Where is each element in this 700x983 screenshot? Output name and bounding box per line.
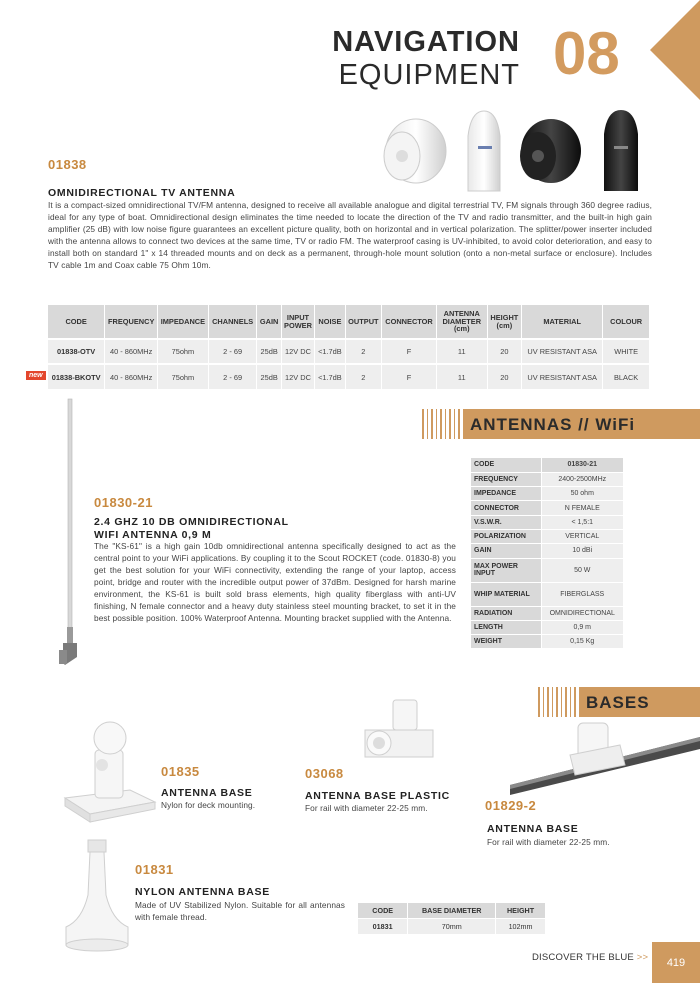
table-cell: 12V DC xyxy=(281,339,314,364)
spec-key: FREQUENCY xyxy=(471,472,541,486)
chapter-arrow-icon xyxy=(650,0,700,100)
table-row xyxy=(471,606,623,620)
new-badge: new xyxy=(26,371,46,380)
spec-value: VERTICAL xyxy=(541,529,623,543)
antenna-base-03068-image xyxy=(355,695,440,770)
table-cell: 11 xyxy=(436,364,487,389)
section-bar-stripes xyxy=(538,687,580,717)
table-cell: F xyxy=(382,339,437,364)
table-header-row xyxy=(358,903,546,919)
table-row xyxy=(471,487,623,501)
product-title: OMNIDIRECTIONAL TV ANTENNA xyxy=(48,187,236,199)
table-cell: 12V DC xyxy=(281,364,314,389)
tv-antenna-table xyxy=(48,305,650,389)
product-code: 01835 xyxy=(161,764,200,779)
spec-value: < 1,5:1 xyxy=(541,515,623,529)
table-row xyxy=(471,501,623,515)
table-row xyxy=(471,635,623,649)
table-cell: 102mm xyxy=(496,919,546,935)
table-header: FREQUENCY xyxy=(105,305,158,339)
spec-value: N FEMALE xyxy=(541,501,623,515)
table-row xyxy=(471,472,623,486)
antenna-base-01835-image xyxy=(60,710,160,830)
table-row xyxy=(471,558,623,582)
footer-arrows: >> xyxy=(636,952,649,963)
spec-key: CONNECTOR xyxy=(471,501,541,515)
table-header: MATERIAL xyxy=(522,305,603,339)
tv-antenna-photos xyxy=(376,106,651,196)
table-header: CONNECTOR xyxy=(382,305,437,339)
spec-key: RADIATION xyxy=(471,606,541,620)
table-header: CODE xyxy=(48,305,105,339)
spec-value: FIBERGLASS xyxy=(541,582,623,606)
spec-key: IMPEDANCE xyxy=(471,487,541,501)
product-description: For rail with diameter 22-25 mm. xyxy=(487,837,610,847)
table-cell: 25dB xyxy=(257,339,281,364)
product-title: ANTENNA BASE xyxy=(161,787,253,799)
section-bar-stripes xyxy=(422,409,464,439)
spec-key: V.S.W.R. xyxy=(471,515,541,529)
product-code: 01830-21 xyxy=(94,495,153,510)
product-title-line1: 2.4 GHZ 10 DB OMNIDIRECTIONAL xyxy=(94,516,289,528)
spec-value: 50 W xyxy=(541,558,623,582)
table-cell: 20 xyxy=(487,339,521,364)
nylon-antenna-base-image xyxy=(62,835,132,955)
header-title-line2: EQUIPMENT xyxy=(338,59,520,91)
spec-value: 0,9 m xyxy=(541,620,623,634)
product-description: Nylon for deck mounting. xyxy=(161,800,256,810)
spec-value: 0,15 Kg xyxy=(541,635,623,649)
table-cell: 01831 xyxy=(358,919,408,935)
table-cell: UV RESISTANT ASA xyxy=(522,364,603,389)
spec-key: MAX POWER INPUT xyxy=(471,558,541,582)
spec-value: 2400-2500MHz xyxy=(541,472,623,486)
table-cell: 20 xyxy=(487,364,521,389)
header-title-line1: NAVIGATION xyxy=(332,26,520,58)
table-row xyxy=(471,582,623,606)
page-number: 419 xyxy=(652,942,700,983)
table-header: CODE xyxy=(358,903,408,919)
table-cell: 2 - 69 xyxy=(208,364,257,389)
spec-key: WHIP MATERIAL xyxy=(471,582,541,606)
table-row xyxy=(471,529,623,543)
spec-value: OMNIDIRECTIONAL xyxy=(541,606,623,620)
table-cell: 01838-BKOTV xyxy=(48,364,105,389)
table-header: ANTENNA DIAMETER (cm) xyxy=(436,305,487,339)
spec-key: LENGTH xyxy=(471,620,541,634)
spec-value: 50 ohm xyxy=(541,487,623,501)
product-code: 03068 xyxy=(305,766,344,781)
page-header xyxy=(332,28,520,90)
table-header: OUTPUT xyxy=(345,305,382,339)
table-cell: 2 xyxy=(345,364,382,389)
product-title-line2: WIFI ANTENNA 0,9 M xyxy=(94,529,212,542)
product-description: Made of UV Stabilized Nylon. Suitable for all antennas with female thread. xyxy=(135,900,345,923)
section-title-wifi: ANTENNAS // WiFi xyxy=(470,415,636,434)
table-cell: F xyxy=(382,364,437,389)
footer-tagline-text: DISCOVER THE BLUE xyxy=(532,952,634,963)
table-header: IMPEDANCE xyxy=(158,305,209,339)
spec-value: 01830-21 xyxy=(541,458,623,472)
table-cell: 11 xyxy=(436,339,487,364)
section-title-bases: BASES xyxy=(586,693,650,712)
table-cell: 2 xyxy=(345,339,382,364)
product-title: ANTENNA BASE PLASTIC xyxy=(305,790,450,802)
table-cell: BLACK xyxy=(603,364,650,389)
product-code: 01838 xyxy=(48,157,87,172)
table-cell: 2 - 69 xyxy=(208,339,257,364)
table-cell: <1.7dB xyxy=(315,364,345,389)
table-header: INPUT POWER xyxy=(281,305,314,339)
table-header: GAIN xyxy=(257,305,281,339)
product-description: It is a compact-sized omnidirectional TV/FM antenna, designed to receive all available analogue and digital terrestrial TV, FM signals through 360 degree radius, ideal for any type of boat. Omnidirectional design eliminates the time needed to locate the direction of the TV and radio transmitter, and the built-in high gain amplifier (25 dB) with low noise figure guarantees an excellent picture quality, both on horizontal and in vertical polarization. The splitter/power inserter included with the antenna allows to connect two devices at the same time, TV or radio FM. The waterproof casing is UV-inhibited, to avoid color deterioration, and easy to install both on standard 1" x 14 threaded mounts and on deck as a permanent, through-hole mount solution (onto a non-metal surface or enclosure). Includes TV cable 1m and Coax cable 75 Ohm 10m. xyxy=(48,200,652,271)
table-header: COLOUR xyxy=(603,305,650,339)
table-header: HEIGHT xyxy=(496,903,546,919)
wifi-antenna-image xyxy=(55,395,85,670)
table-cell: 75ohm xyxy=(158,339,209,364)
footer-tagline xyxy=(532,952,648,963)
table-row xyxy=(358,919,546,935)
spec-value: 10 dBi xyxy=(541,544,623,558)
antenna-base-01829-image xyxy=(510,715,700,795)
spec-key: WEIGHT xyxy=(471,635,541,649)
table-cell: UV RESISTANT ASA xyxy=(522,339,603,364)
product-title xyxy=(94,516,289,542)
table-cell: 75ohm xyxy=(158,364,209,389)
table-header: NOISE xyxy=(315,305,345,339)
table-cell: 40 - 860MHz xyxy=(105,364,158,389)
product-code: 01831 xyxy=(135,862,174,877)
product-code: 01829-2 xyxy=(485,798,537,813)
table-cell: <1.7dB xyxy=(315,339,345,364)
table-row xyxy=(48,339,650,364)
table-row xyxy=(48,364,650,389)
spec-key: CODE xyxy=(471,458,541,472)
table-header: CHANNELS xyxy=(208,305,257,339)
table-row xyxy=(471,515,623,529)
table-row xyxy=(471,544,623,558)
table-cell: 40 - 860MHz xyxy=(105,339,158,364)
product-description: The "KS-61" is a high gain 10db omnidirectional antenna specifically designed to act as the central point to your WiFi applications. By coupling it to the Scout ROCKET (code. 01830-8) you get the best solution for your WiFi connectivity, extending the range of your laptop, access point, bridge and router with the incredible output power of 37dBm. Designed for harsh marine environment, the KS-61 is built sold brass elements, high quality fiberglass with anti-UV finishing, N female connector and a heavy duty stainless steel mounting bracket, to set it in the best possible position. 100% Waterproof Antenna. Mounting bracket supplied with the Antenna. xyxy=(94,541,456,624)
table-cell: WHITE xyxy=(603,339,650,364)
bases-table xyxy=(358,903,546,934)
table-row xyxy=(471,458,623,472)
table-header: BASE DIAMETER xyxy=(408,903,496,919)
table-header-row xyxy=(48,305,650,339)
spec-key: POLARIZATION xyxy=(471,529,541,543)
product-title: NYLON ANTENNA BASE xyxy=(135,886,270,898)
table-row xyxy=(471,620,623,634)
product-title: ANTENNA BASE xyxy=(487,823,579,835)
wifi-spec-table xyxy=(471,458,623,649)
product-description: For rail with diameter 22-25 mm. xyxy=(305,803,428,813)
table-cell: 70mm xyxy=(408,919,496,935)
table-cell: 25dB xyxy=(257,364,281,389)
table-cell: 01838-OTV xyxy=(48,339,105,364)
chapter-number: 08 xyxy=(553,20,620,87)
table-header: HEIGHT (cm) xyxy=(487,305,521,339)
spec-key: GAIN xyxy=(471,544,541,558)
